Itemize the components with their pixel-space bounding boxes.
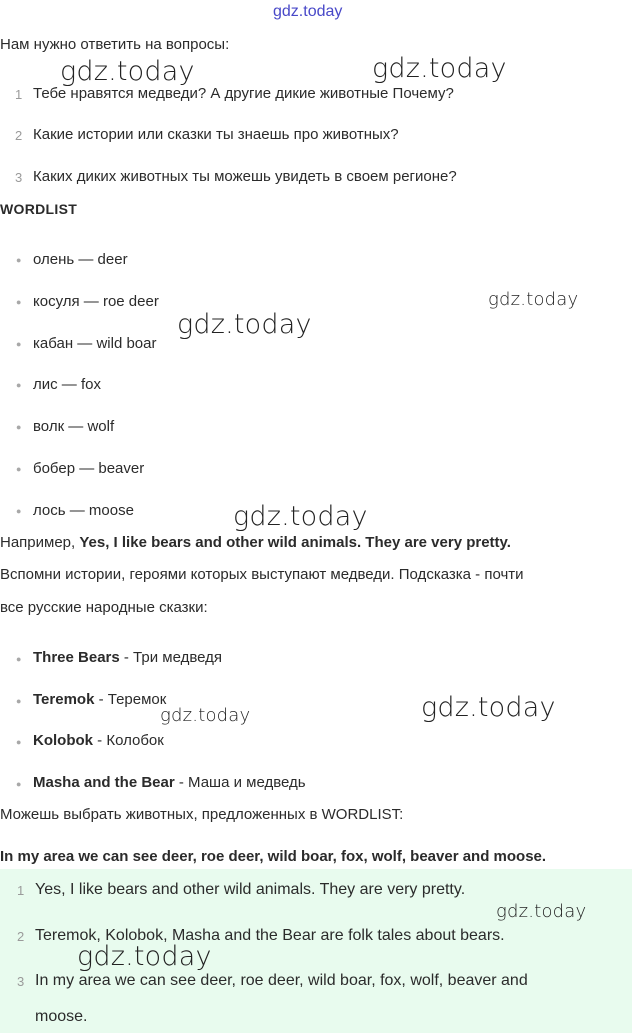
tale-item: [33, 774, 306, 791]
bullet-icon: ●: [16, 654, 22, 664]
answer-number: 2: [17, 929, 25, 944]
bullet-icon: ●: [16, 464, 22, 474]
bullet-icon: ●: [16, 422, 22, 432]
hint-line-2: все русские народные сказки:: [0, 599, 208, 616]
bullet-icon: ●: [16, 255, 22, 265]
wordlist-item: косуля — roe deer: [33, 293, 159, 310]
watermark: gdz.today: [488, 289, 579, 310]
bullet-icon: ●: [16, 696, 22, 706]
answer-item: In my area we can see deer, roe deer, wild boar, fox, wolf, beaver and: [35, 972, 528, 989]
tale-item: [33, 649, 222, 666]
answer-item: Teremok, Kolobok, Masha and the Bear are folk tales about bears.: [35, 927, 505, 944]
bullet-icon: ●: [16, 339, 22, 349]
example-answer: Yes, I like bears and other wild animals. They are very pretty.: [79, 534, 511, 551]
wordlist-item: волк — wolf: [33, 418, 115, 435]
wordlist-item: лось — moose: [33, 502, 134, 519]
wordlist-item: лис — fox: [33, 376, 101, 393]
question-number: 1: [15, 87, 23, 102]
watermark: gdz.today: [233, 501, 368, 532]
tale-title-en: Masha and the Bear: [33, 774, 175, 791]
answer-item-continued: moose.: [35, 1008, 88, 1025]
watermark: gdz.today: [160, 705, 251, 726]
bullet-icon: ●: [16, 506, 22, 516]
tale-title-ru: - Колобок: [93, 732, 164, 749]
example-prefix: Например,: [0, 534, 80, 551]
hint-line-1: Вспомни истории, героями которых выступают медведи. Подсказка - почти: [0, 566, 524, 583]
tale-title-ru: - Маша и медведь: [174, 774, 306, 791]
tale-title-ru: - Три медведя: [119, 649, 223, 666]
answer-number: 1: [17, 883, 25, 898]
watermark: gdz.today: [60, 56, 195, 87]
wordlist-item: кабан — wild boar: [33, 335, 157, 352]
watermark: gdz.today: [421, 692, 556, 723]
question-item: Тебе нравятся медведи? А другие дикие животные Почему?: [33, 85, 454, 102]
wordlist-item: бобер — beaver: [33, 460, 145, 477]
wordlist-item: олень — deer: [33, 251, 128, 268]
choose-text: Можешь выбрать животных, предложенных в WORDLIST:: [0, 806, 404, 823]
tale-item: [33, 732, 164, 749]
question-number: 3: [15, 170, 23, 185]
watermark: gdz.today: [496, 901, 587, 922]
question-item: Каких диких животных ты можешь увидеть в своем регионе?: [33, 168, 457, 185]
header-watermark: gdz.today: [273, 3, 343, 20]
wordlist-title: WORDLIST: [0, 201, 78, 217]
tale-title-en: Kolobok: [33, 732, 93, 749]
answer-item: Yes, I like bears and other wild animals. They are very pretty.: [35, 881, 466, 898]
tale-title-en: Three Bears: [33, 649, 120, 666]
tale-title-en: Teremok: [33, 691, 95, 708]
bullet-icon: ●: [16, 779, 22, 789]
bullet-icon: ●: [16, 380, 22, 390]
example-line: [0, 534, 511, 551]
answer-number: 3: [17, 974, 25, 989]
question-item: Какие истории или сказки ты знаешь про животных?: [33, 126, 399, 143]
bullet-icon: ●: [16, 297, 22, 307]
tale-title-ru: - Теремок: [94, 691, 167, 708]
question-number: 2: [15, 128, 23, 143]
bullet-icon: ●: [16, 737, 22, 747]
watermark: gdz.today: [177, 309, 312, 340]
area-answer: In my area we can see deer, roe deer, wild boar, fox, wolf, beaver and moose.: [0, 848, 547, 865]
watermark: gdz.today: [372, 53, 507, 84]
tale-item: [33, 691, 166, 708]
watermark: gdz.today: [77, 941, 212, 972]
intro-text: Нам нужно ответить на вопросы:: [0, 36, 230, 53]
